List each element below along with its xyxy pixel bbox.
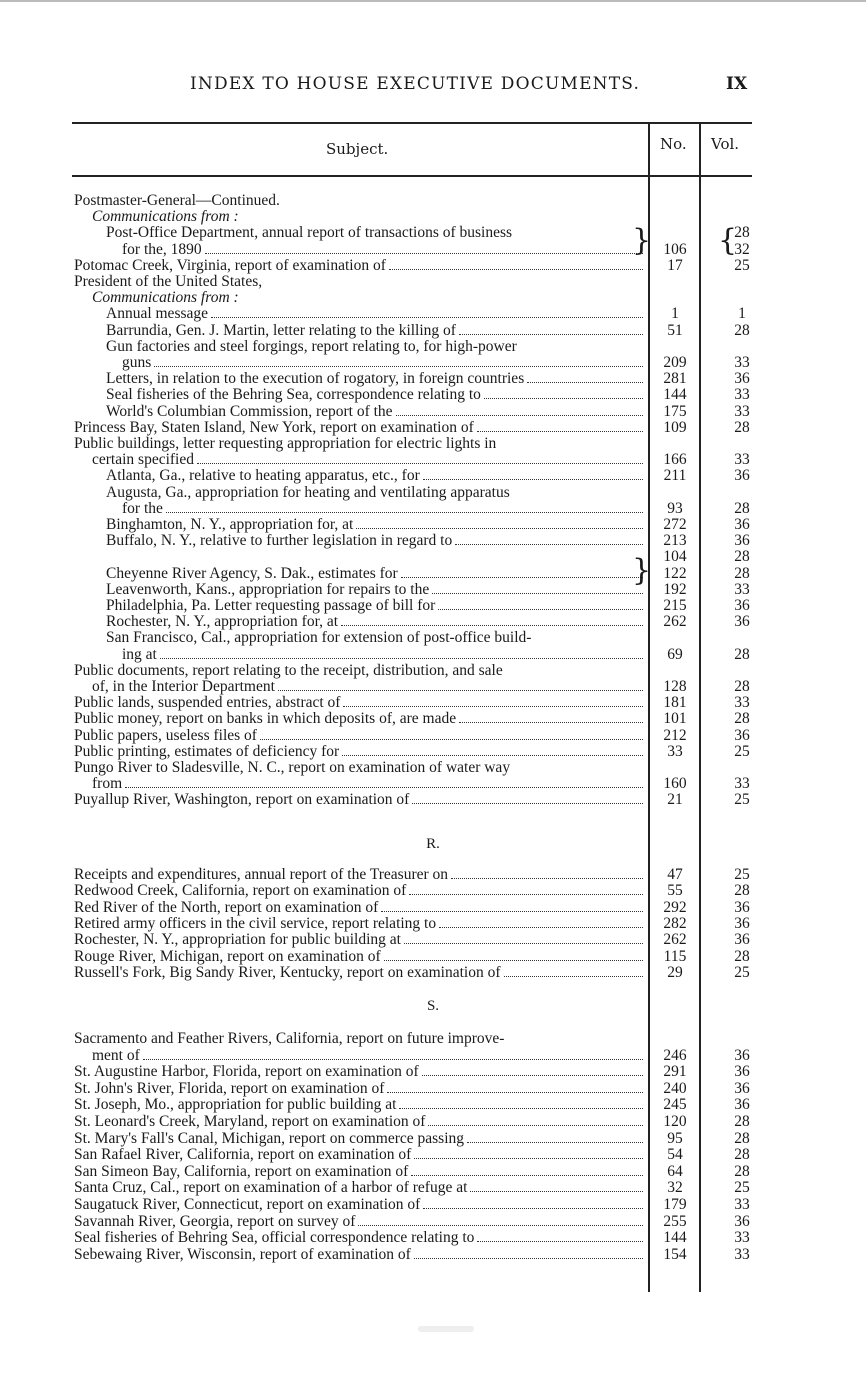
entry-label: Post-Office Department, annual report of transactions of business [106, 224, 513, 242]
index-row [0, 1214, 866, 1231]
dot-leader [389, 259, 643, 270]
entry-volume: 28 [734, 321, 750, 339]
dot-leader [278, 680, 643, 691]
entry-doc-number: 54 [667, 1146, 683, 1164]
entry-doc-number: 32 [667, 1179, 683, 1197]
entry-subject [106, 566, 643, 582]
entry-volume: 36 [734, 1079, 750, 1097]
entry-subject [106, 371, 643, 387]
entry-subject [92, 679, 643, 695]
dot-leader [211, 307, 643, 318]
entry-volume: 33 [734, 354, 750, 371]
entry-label: from [92, 775, 123, 793]
entry-label: St. Augustine Harbor, Florida, report on examination of [74, 1063, 419, 1081]
entry-label: St. John's River, Florida, report on examination of [74, 1079, 385, 1097]
dot-leader [504, 966, 644, 977]
index-row [0, 711, 866, 728]
dot-leader [414, 1248, 643, 1259]
entry-label: Seal fisheries of Behring Sea, official correspondence relating to [74, 1229, 475, 1247]
entry-volume: 36 [734, 532, 750, 550]
dot-leader [396, 405, 643, 416]
dot-leader [422, 1065, 643, 1076]
entry-doc-number: 282 [663, 914, 687, 932]
index-row [0, 1180, 866, 1197]
entry-volume: 33 [734, 1229, 750, 1247]
dot-leader [401, 567, 643, 578]
entry-label: Puyallup River, Washington, report on examination of [74, 791, 410, 809]
entry-subject [106, 387, 643, 403]
entry-doc-number: 213 [663, 532, 687, 550]
entry-subject [92, 1048, 643, 1064]
entry-label: Pungo River to Sladesville, N. C., report on examination of water way [74, 759, 511, 776]
entry-subject [74, 1147, 643, 1163]
entry-subject [74, 1214, 643, 1230]
entry-label: Savannah River, Georgia, report on survey of [74, 1212, 356, 1230]
entry-subject [106, 306, 643, 322]
entry-doc-number: 291 [663, 1063, 687, 1081]
entry-doc-number: 192 [663, 580, 687, 598]
entry-doc-number: 246 [663, 1046, 687, 1064]
entry-subject [74, 193, 280, 209]
entry-subject [74, 695, 643, 711]
entry-volume: 33 [734, 451, 750, 469]
entry-doc-number: 101 [663, 710, 687, 728]
page-number: IX [726, 74, 748, 94]
entry-subject [122, 355, 643, 371]
entry-subject [106, 598, 643, 614]
brace-post-office: } [632, 223, 652, 258]
table-header-rule [72, 175, 752, 177]
entry-subject [74, 1081, 643, 1097]
entry-volume: 1 [738, 305, 746, 323]
entry-doc-number: 93 [667, 499, 683, 517]
entry-doc-number: 209 [663, 354, 687, 371]
entry-subject [106, 468, 643, 484]
entry-doc-number: 115 [663, 947, 687, 965]
entry-subject [122, 647, 643, 663]
dot-leader [197, 453, 643, 464]
entry-subject [74, 436, 496, 452]
dot-leader [343, 696, 643, 707]
entry-label: Potomac Creek, Virginia, report of examination of [74, 256, 386, 274]
entry-volume: 36 [734, 613, 750, 631]
entry-label: Atlanta, Ga., relative to heating apparatus, etc., for [106, 467, 420, 485]
entry-subject [74, 1197, 643, 1213]
entry-volume: 32 [734, 240, 750, 258]
entry-subject [106, 485, 510, 501]
entry-volume: 36 [734, 516, 750, 533]
entry-volume: 36 [734, 898, 750, 916]
entry-subject [74, 932, 643, 948]
entry-volume: 28 [734, 1146, 750, 1164]
entry-label: Public documents, report relating to the receipt, distribution, and sale [74, 661, 503, 679]
dot-leader [154, 356, 643, 367]
index-row [0, 1064, 866, 1081]
entry-label: Cheyenne River Agency, S. Dak., estimates for [106, 564, 398, 582]
entry-volume: 36 [734, 597, 750, 614]
entry-subject [92, 776, 643, 792]
entry-doc-number: 179 [663, 1196, 687, 1213]
dot-leader [459, 712, 643, 723]
entry-label: Barrundia, Gen. J. Martin, letter relating to the killing of [106, 321, 456, 339]
entry-doc-number: 144 [663, 1229, 687, 1247]
index-row [0, 468, 866, 485]
entry-label: Public money, report on banks in which deposits of, are made [74, 710, 457, 728]
entry-doc-number: 292 [663, 898, 687, 916]
entry-volume: 28 [734, 947, 750, 965]
entry-label: World's Columbian Commission, report of the [106, 402, 393, 420]
entry-doc-number: 64 [667, 1162, 683, 1180]
dot-leader [467, 1132, 643, 1143]
column-header-vol: Vol. [711, 135, 740, 153]
entry-label: President of the United States, [74, 273, 263, 290]
entry-label: Binghamton, N. Y., appropriation for, at [106, 516, 354, 533]
entry-label: Public buildings, letter requesting appropriation for electric lights in [74, 435, 497, 452]
dot-leader [342, 745, 643, 756]
entry-subject [74, 711, 643, 727]
entry-label: Postmaster-General—Continued. [74, 192, 280, 209]
dot-leader [459, 324, 643, 335]
entry-volume: 33 [734, 580, 750, 598]
entry-label: Russell's Fork, Big Sandy River, Kentucky, report on examination of [74, 963, 501, 981]
section-heading-r: R. [426, 836, 440, 852]
entry-volume: 33 [734, 1196, 750, 1213]
entry-volume: 36 [734, 931, 750, 949]
entry-doc-number: 281 [663, 370, 687, 388]
dot-leader [205, 243, 643, 254]
index-row [0, 965, 866, 982]
entry-subject [74, 792, 643, 808]
entry-subject [74, 867, 643, 883]
index-row [0, 306, 866, 323]
dot-leader [439, 917, 643, 928]
entry-doc-number: 262 [663, 613, 687, 631]
entry-doc-number: 240 [663, 1079, 687, 1097]
page-edge-line [0, 0, 866, 2]
index-row [0, 883, 866, 900]
entry-label: San Francisco, Cal., appropriation for extension of post-office build- [106, 629, 532, 647]
entry-doc-number: 215 [663, 597, 687, 614]
entry-subject [106, 323, 643, 339]
entry-label: Augusta, Ga., appropriation for heating and ventilating apparatus [106, 483, 510, 501]
entry-doc-number: 245 [663, 1096, 687, 1114]
entry-doc-number: 211 [663, 467, 687, 485]
dot-leader [455, 534, 643, 545]
entry-subject [74, 258, 643, 274]
entry-doc-number: 95 [667, 1129, 683, 1147]
dot-leader [125, 777, 643, 788]
entry-doc-number: 181 [663, 694, 687, 712]
entry-label: Receipts and expenditures, annual report of the Treasurer on [74, 866, 449, 883]
entry-volume: 33 [734, 1245, 750, 1263]
entry-subject [106, 630, 531, 646]
entry-label: Retired army officers in the civil service, report relating to [74, 914, 437, 932]
entry-subject [74, 883, 643, 899]
entry-volume: 28 [734, 418, 750, 436]
entry-label: for the [122, 499, 163, 517]
entry-doc-number: 51 [667, 321, 683, 339]
entry-subject [106, 533, 643, 549]
entry-label: Buffalo, N. Y., relative to further legislation in regard to [106, 532, 453, 550]
entry-doc-number: 17 [667, 256, 683, 274]
entry-volume: 36 [734, 914, 750, 932]
dot-leader [160, 648, 643, 659]
entry-volume: 28 [734, 1113, 750, 1130]
running-header [0, 74, 866, 98]
entry-label: Rouge River, Michigan, report on examination of [74, 947, 381, 965]
entry-label: St. Mary's Fall's Canal, Michigan, report on commerce passing [74, 1129, 464, 1147]
entry-label: St. Joseph, Mo., appropriation for public building at [74, 1096, 397, 1114]
dot-leader [438, 599, 643, 610]
entry-label: Gun factories and steel forgings, report relating to, for high-power [106, 337, 517, 355]
entry-subject [74, 663, 503, 679]
entry-label: Philadelphia, Pa. Letter requesting passage of bill for [106, 597, 436, 614]
entry-label: Saugatuck River, Connecticut, report on examination of [74, 1196, 421, 1213]
entry-subject [74, 1114, 643, 1130]
column-header-no: No. [660, 135, 687, 153]
entry-subject [74, 949, 643, 965]
entry-doc-number: 69 [667, 645, 683, 663]
entry-volume: 28 [734, 548, 750, 566]
entry-label: Annual message [106, 305, 209, 323]
entry-label: San Simeon Bay, California, report on examination of [74, 1162, 409, 1180]
entry-doc-number: 212 [663, 726, 687, 744]
entry-volume: 33 [734, 402, 750, 420]
column-header-subject: Subject. [326, 140, 389, 158]
dot-leader [356, 518, 643, 529]
dot-leader [143, 1049, 643, 1060]
entry-doc-number: 29 [667, 963, 683, 981]
dot-leader [387, 1082, 643, 1093]
entry-label: Communications from : [92, 289, 239, 307]
index-row [0, 1164, 866, 1181]
dot-leader [470, 1181, 643, 1192]
entry-label: San Rafael River, California, report on examination of [74, 1146, 412, 1164]
entry-subject [106, 517, 643, 533]
dot-leader [381, 901, 643, 912]
dot-leader [428, 1115, 643, 1126]
entry-label: Letters, in relation to the execution of rogatory, in foreign countries [106, 370, 525, 388]
entry-volume: 28 [734, 1129, 750, 1147]
entry-subject [74, 1230, 643, 1246]
entry-label: guns [122, 354, 152, 371]
entry-volume: 36 [734, 1096, 750, 1114]
entry-doc-number: 120 [663, 1113, 687, 1130]
entry-doc-number: 144 [663, 386, 687, 404]
entry-subject [74, 1031, 504, 1047]
entry-volume: 25 [734, 866, 750, 883]
dot-leader [432, 583, 643, 594]
dot-leader [527, 372, 643, 383]
entry-label: Communications from : [92, 208, 239, 226]
dot-leader [411, 1165, 643, 1176]
entry-subject [74, 1247, 643, 1263]
dot-leader [409, 884, 643, 895]
entry-subject [106, 225, 512, 241]
entry-doc-number: 106 [663, 240, 687, 258]
index-row [0, 1147, 866, 1164]
brace-vol-28-32: { [718, 223, 738, 258]
entry-label: Princess Bay, Staten Island, New York, report on examination of [74, 418, 474, 436]
entry-volume: 25 [734, 963, 750, 981]
entry-subject [74, 1131, 643, 1147]
entry-volume: 25 [734, 1179, 750, 1197]
entry-volume: 36 [734, 467, 750, 485]
entry-subject [122, 242, 643, 258]
entry-subject [74, 760, 510, 776]
entry-volume: 25 [734, 742, 750, 760]
section-heading-s: S. [426, 998, 440, 1014]
entry-subject [74, 916, 643, 932]
entry-doc-number: 154 [663, 1245, 687, 1263]
entry-label: Red River of the North, report on examination of [74, 898, 379, 916]
entry-volume: 33 [734, 775, 750, 793]
entry-subject [74, 900, 643, 916]
entry-subject [106, 404, 643, 420]
page-title: INDEX TO HOUSE EXECUTIVE DOCUMENTS. [190, 74, 641, 94]
dot-leader [399, 1098, 643, 1109]
entry-label: Sacramento and Feather Rivers, California, report on future improve- [74, 1030, 505, 1047]
entry-doc-number: 175 [663, 402, 687, 420]
entry-subject [74, 728, 643, 744]
table-top-rule [72, 122, 752, 124]
entry-label: Public papers, useless files of [74, 726, 257, 744]
entry-volume: 28 [734, 710, 750, 728]
entry-volume: 28 [734, 678, 750, 695]
entry-doc-number: 47 [667, 866, 683, 883]
index-row [0, 1247, 866, 1264]
entry-subject [74, 420, 643, 436]
entry-volume: 36 [734, 1063, 750, 1081]
dot-leader [260, 729, 643, 740]
entry-doc-number: 262 [663, 931, 687, 949]
entry-volume: 36 [734, 1212, 750, 1230]
entry-doc-number: 160 [663, 775, 687, 793]
dot-leader [414, 1148, 643, 1159]
entry-volume: 28 [734, 499, 750, 517]
index-row [0, 1048, 866, 1065]
entry-subject [74, 1164, 643, 1180]
entry-subject [106, 339, 517, 355]
index-row [0, 1097, 866, 1114]
entry-volume: 25 [734, 791, 750, 809]
entry-label: Rochester, N. Y., appropriation for public building at [74, 931, 401, 949]
entry-doc-number: 255 [663, 1212, 687, 1230]
entry-subject [74, 744, 643, 760]
dot-leader [484, 388, 643, 399]
entry-volume: 36 [734, 370, 750, 388]
entry-volume: 33 [734, 386, 750, 404]
dot-leader [477, 421, 643, 432]
dot-leader [477, 1231, 643, 1242]
dot-leader [423, 1198, 643, 1209]
dot-leader [404, 933, 643, 944]
entry-volume: 28 [734, 1162, 750, 1180]
index-row [0, 949, 866, 966]
entry-volume: 36 [734, 1046, 750, 1064]
entry-label: Rochester, N. Y., appropriation for, at [106, 613, 339, 631]
entry-label: Redwood Creek, California, report on examination of [74, 882, 407, 900]
entry-volume: 28 [734, 224, 750, 242]
index-row [0, 1081, 866, 1098]
entry-subject [92, 209, 239, 225]
index-row [0, 1230, 866, 1247]
entry-subject [74, 1097, 643, 1113]
entry-label: ment of [92, 1046, 140, 1064]
entry-label: of, in the Interior Department [92, 678, 275, 695]
index-row [0, 1131, 866, 1148]
index-row [0, 387, 866, 404]
entry-volume: 25 [734, 256, 750, 274]
entry-label: Sebewaing River, Wisconsin, report of examination of [74, 1245, 411, 1263]
entry-label: ing at [122, 645, 157, 663]
entry-subject [92, 452, 643, 468]
entry-subject [74, 965, 643, 981]
entry-doc-number: 166 [663, 451, 687, 469]
entry-doc-number: 33 [667, 742, 683, 760]
index-row [0, 792, 866, 809]
dot-leader [358, 1215, 643, 1226]
entry-label: for the, 1890 [122, 240, 202, 258]
entry-volume: 28 [734, 645, 750, 663]
entry-volume: 28 [734, 564, 750, 582]
entry-label: Leavenworth, Kans., appropriation for repairs to the [106, 580, 430, 598]
index-row [0, 549, 866, 566]
entry-subject [122, 501, 643, 517]
entry-doc-number: 21 [667, 791, 683, 809]
entry-doc-number: 272 [663, 516, 687, 533]
index-row [0, 1031, 866, 1048]
dot-leader [423, 469, 643, 480]
entry-subject [106, 614, 643, 630]
entry-label: Seal fisheries of the Behring Sea, correspondence relating to [106, 386, 481, 404]
entry-doc-number: 109 [663, 418, 687, 436]
entry-volume: 33 [734, 694, 750, 712]
entry-label: Public lands, suspended entries, abstract of [74, 694, 341, 712]
dot-leader [451, 868, 643, 879]
dot-leader [412, 793, 643, 804]
dot-leader [341, 615, 643, 626]
index-row [0, 932, 866, 949]
entry-doc-number: 55 [667, 882, 683, 900]
entry-subject [106, 582, 643, 598]
index-row [0, 630, 866, 647]
index-row [0, 1114, 866, 1131]
brace-cheyenne: } [632, 553, 652, 588]
entry-subject [74, 1180, 643, 1196]
entry-label: certain specified [92, 451, 194, 469]
entry-volume: 28 [734, 882, 750, 900]
dot-leader [166, 502, 643, 513]
entry-subject [74, 1064, 643, 1080]
entry-label: Santa Cruz, Cal., report on examination of a harbor of refuge at [74, 1179, 468, 1197]
entry-doc-number: 128 [663, 678, 687, 695]
entry-label: St. Leonard's Creek, Maryland, report on examination of [74, 1113, 426, 1130]
entry-doc-number: 1 [671, 305, 679, 323]
entry-volume: 36 [734, 726, 750, 744]
page-smudge [418, 1326, 474, 1332]
entry-label: Public printing, estimates of deficiency for [74, 742, 340, 760]
entry-doc-number: 104 [663, 548, 687, 566]
index-row [0, 1197, 866, 1214]
entry-subject [92, 290, 239, 306]
entry-subject [74, 274, 262, 290]
dot-leader [384, 950, 643, 961]
entry-doc-number: 122 [663, 564, 687, 582]
